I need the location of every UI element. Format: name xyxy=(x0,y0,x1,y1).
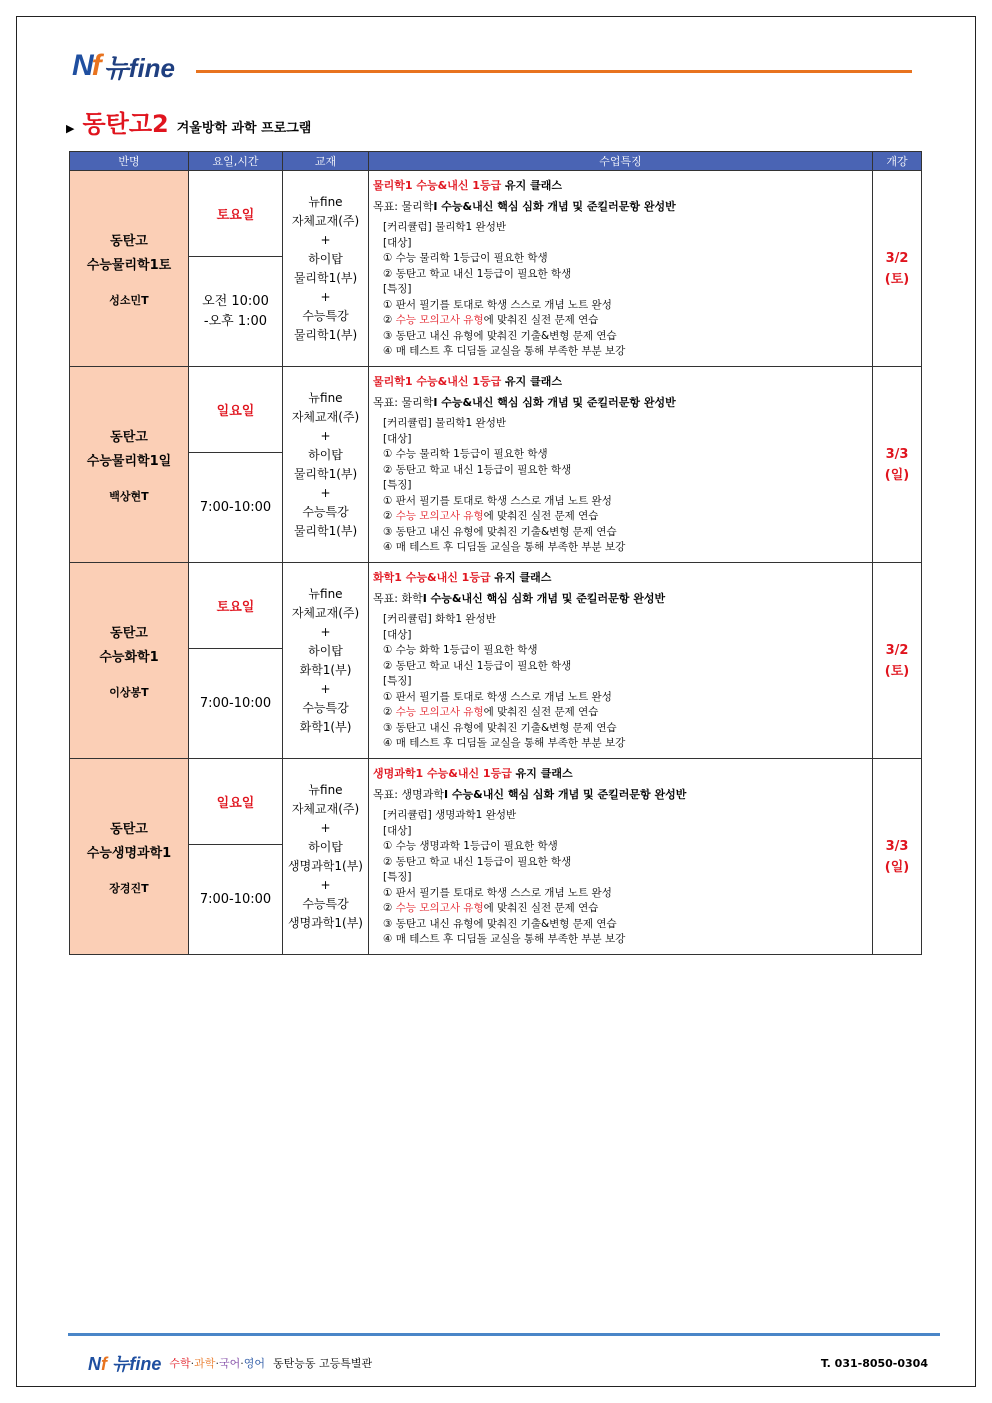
day-cell: 토요일 xyxy=(189,563,283,649)
textbook-cell xyxy=(283,563,369,759)
time-start: 7:00-10:00 xyxy=(199,499,272,515)
day-cell: 일요일 xyxy=(189,367,283,453)
header-open: 개강 xyxy=(873,152,922,171)
textbook-line: 물리학1(부) xyxy=(293,523,358,538)
textbook-line: 물리학1(부) xyxy=(293,270,358,285)
class-teacher: 장경진T xyxy=(109,881,149,895)
class-school: 동탄고 xyxy=(110,429,148,445)
class-name: 수능물리학1토 xyxy=(86,257,172,273)
feature-line: ④ 매 테스트 후 디딤돌 교실을 통해 부족한 부분 보강 xyxy=(383,345,626,357)
feature-line: [특징] xyxy=(383,283,412,295)
feature-line: [특징] xyxy=(383,871,412,883)
textbook-cell xyxy=(283,759,369,955)
feature-line: ① 수능 생명과학 1등급이 필요한 학생 xyxy=(383,840,558,852)
day-cell: 일요일 xyxy=(189,759,283,845)
footer xyxy=(88,1350,928,1376)
class-school: 동탄고 xyxy=(110,625,148,641)
feature-line: ③ 동탄고 내신 유형에 맞춰진 기출&변형 문제 연습 xyxy=(383,525,617,538)
feature-goal: 목표: 화학I 수능&내신 핵심 심화 개념 및 준킬러문항 완성반 xyxy=(373,592,666,605)
feature-goal: 목표: 물리학I 수능&내신 핵심 심화 개념 및 준킬러문항 완성반 xyxy=(373,396,676,409)
header-schedule: 요일,시간 xyxy=(189,152,283,171)
features-cell xyxy=(369,563,873,759)
textbook-line: 화학1(부) xyxy=(299,719,352,734)
textbook-line: 뉴fine xyxy=(308,782,343,797)
feature-lines xyxy=(383,808,872,948)
textbook-line: 수능특강 xyxy=(302,700,349,715)
open-date: 3/3 xyxy=(885,446,909,462)
header-class: 반명 xyxy=(70,152,189,171)
textbook-line: 생명과학1(부) xyxy=(288,858,363,873)
feature-line: ① 판서 필기를 토대로 학생 스스로 개념 노트 완성 xyxy=(383,886,612,899)
features-cell xyxy=(369,759,873,955)
feature-line: ② 수능 모의고사 유형에 맞춰진 실전 문제 연습 xyxy=(383,510,599,522)
feature-line: ③ 동탄고 내신 유형에 맞춰진 기출&변형 문제 연습 xyxy=(383,329,617,342)
textbook-cell xyxy=(283,171,369,367)
feature-lines xyxy=(383,220,872,360)
feature-goal: 목표: 물리학I 수능&내신 핵심 심화 개념 및 준킬러문항 완성반 xyxy=(373,200,676,213)
footer-phone: T. 031-8050-0304 xyxy=(820,1356,928,1370)
time-cell xyxy=(189,649,283,759)
class-name: 수능생명과학1 xyxy=(86,845,172,861)
class-cell xyxy=(70,563,189,759)
feature-line: ④ 매 테스트 후 디딤돌 교실을 통해 부족한 부분 보강 xyxy=(383,933,626,945)
class-teacher: 성소민T xyxy=(109,293,149,307)
table-header-row xyxy=(70,152,922,171)
feature-line: ① 수능 물리학 1등급이 필요한 학생 xyxy=(383,448,548,460)
features-cell xyxy=(369,367,873,563)
feature-headline: 물리학1 수능&내신 1등급 유지 클래스 xyxy=(373,375,562,388)
textbook-line: 물리학1(부) xyxy=(293,466,358,481)
class-name: 수능화학1 xyxy=(99,649,159,665)
class-cell xyxy=(70,759,189,955)
feature-line: [커리큘럼] 생명과학1 완성반 xyxy=(383,809,517,821)
textbook-line: 수능특강 xyxy=(302,308,349,323)
textbook-line: 수능특강 xyxy=(302,896,349,911)
feature-headline: 생명과학1 수능&내신 1등급 유지 클래스 xyxy=(373,767,573,780)
textbook-line: + xyxy=(320,428,331,443)
title-sub: 겨울방학 과학 프로그램 xyxy=(176,121,312,136)
class-teacher: 이상봉T xyxy=(109,685,149,699)
textbook-line: 자체교재(주) xyxy=(291,605,360,620)
feature-line: [대상] xyxy=(383,628,412,641)
textbook-line: 뉴fine xyxy=(308,586,343,601)
open-date: 3/3 xyxy=(885,838,909,854)
open-date: 3/2 xyxy=(885,642,909,658)
textbook-line: 물리학1(부) xyxy=(293,327,358,342)
brand-logo xyxy=(72,46,175,86)
table-row xyxy=(70,759,922,845)
table-row xyxy=(70,563,922,649)
logo-text: 뉴fine xyxy=(103,52,176,83)
feature-line: ② 동탄고 학교 내신 1등급이 필요한 학생 xyxy=(383,659,572,672)
feature-line: [커리큘럼] 화학1 완성반 xyxy=(383,613,496,625)
open-date-cell xyxy=(873,367,922,563)
day-cell: 토요일 xyxy=(189,171,283,257)
textbook-line: 뉴fine xyxy=(308,194,343,209)
textbook-cell xyxy=(283,367,369,563)
textbook-line: 하이탑 xyxy=(308,447,343,462)
feature-line: ② 동탄고 학교 내신 1등급이 필요한 학생 xyxy=(383,855,572,868)
feature-line: ④ 매 테스트 후 디딤돌 교실을 통해 부족한 부분 보강 xyxy=(383,737,626,749)
feature-headline: 물리학1 수능&내신 1등급 유지 클래스 xyxy=(373,179,562,192)
time-start: 오전 10:00 xyxy=(202,293,269,309)
feature-line: ③ 동탄고 내신 유형에 맞춰진 기출&변형 문제 연습 xyxy=(383,917,617,930)
feature-line: [대상] xyxy=(383,236,412,249)
feature-lines xyxy=(383,612,872,752)
textbook-line: + xyxy=(320,232,331,247)
textbook-line: 생명과학1(부) xyxy=(288,915,363,930)
open-date: 3/2 xyxy=(885,250,909,266)
feature-line: [커리큘럼] 물리학1 완성반 xyxy=(383,221,506,233)
feature-line: ② 동탄고 학교 내신 1등급이 필요한 학생 xyxy=(383,267,572,280)
textbook-line: 하이탑 xyxy=(308,643,343,658)
open-day: (일) xyxy=(884,859,910,875)
footer-divider xyxy=(68,1333,940,1336)
feature-line: [커리큘럼] 물리학1 완성반 xyxy=(383,417,506,429)
feature-line: ① 수능 화학 1등급이 필요한 학생 xyxy=(383,644,538,656)
features-cell xyxy=(369,171,873,367)
header-textbook: 교재 xyxy=(283,152,369,171)
table-row xyxy=(70,171,922,257)
class-teacher: 백상현T xyxy=(109,489,149,503)
feature-line: ③ 동탄고 내신 유형에 맞춰진 기출&변형 문제 연습 xyxy=(383,721,617,734)
textbook-line: 화학1(부) xyxy=(299,662,352,677)
time-cell xyxy=(189,845,283,955)
textbook-line: 수능특강 xyxy=(302,504,349,519)
feature-line: ② 동탄고 학교 내신 1등급이 필요한 학생 xyxy=(383,463,572,476)
feature-line: ② 수능 모의고사 유형에 맞춰진 실전 문제 연습 xyxy=(383,314,599,326)
feature-line: ① 판서 필기를 토대로 학생 스스로 개념 노트 완성 xyxy=(383,690,612,703)
open-date-cell xyxy=(873,563,922,759)
open-date-cell xyxy=(873,759,922,955)
feature-line: [특징] xyxy=(383,675,412,687)
textbook-line: 자체교재(주) xyxy=(291,409,360,424)
feature-line: ② 수능 모의고사 유형에 맞춰진 실전 문제 연습 xyxy=(383,902,599,914)
feature-line: ② 수능 모의고사 유형에 맞춰진 실전 문제 연습 xyxy=(383,706,599,718)
feature-line: [특징] xyxy=(383,479,412,491)
footer-subjects: 수학·과학·국어·영어 xyxy=(169,1357,265,1370)
class-cell xyxy=(70,367,189,563)
header-divider xyxy=(196,70,912,73)
feature-goal: 목표: 생명과학I 수능&내신 핵심 심화 개념 및 준킬러문항 완성반 xyxy=(373,788,687,801)
time-cell xyxy=(189,453,283,563)
textbook-line: 뉴fine xyxy=(308,390,343,405)
triangle-arrow-icon: ▶ xyxy=(66,122,75,135)
logo-mark-icon: Nf xyxy=(72,49,100,82)
feature-headline: 화학1 수능&내신 1등급 유지 클래스 xyxy=(373,571,552,584)
textbook-line: + xyxy=(320,681,331,696)
feature-line: ① 판서 필기를 토대로 학생 스스로 개념 노트 완성 xyxy=(383,494,612,507)
feature-line: [대상] xyxy=(383,824,412,837)
textbook-line: + xyxy=(320,877,331,892)
textbook-line: + xyxy=(320,624,331,639)
feature-line: ① 판서 필기를 토대로 학생 스스로 개념 노트 완성 xyxy=(383,298,612,311)
feature-line: [대상] xyxy=(383,432,412,445)
textbook-line: 자체교재(주) xyxy=(291,801,360,816)
program-table xyxy=(69,151,922,955)
textbook-line: 자체교재(주) xyxy=(291,213,360,228)
textbook-line: + xyxy=(320,485,331,500)
time-start: 7:00-10:00 xyxy=(199,891,272,907)
table-row xyxy=(70,367,922,453)
open-date-cell xyxy=(873,171,922,367)
feature-line: ① 수능 물리학 1등급이 필요한 학생 xyxy=(383,252,548,264)
textbook-line: + xyxy=(320,820,331,835)
time-end: -오후 1:00 xyxy=(203,313,268,329)
time-cell xyxy=(189,257,283,367)
textbook-line: 하이탑 xyxy=(308,251,343,266)
textbook-line: 하이탑 xyxy=(308,839,343,854)
footer-branch: 동탄능동 고등특별관 xyxy=(272,1357,373,1370)
title-main: 동탄고2 xyxy=(82,110,169,138)
footer-logo: Nf 뉴fine xyxy=(88,1354,162,1374)
open-day: (토) xyxy=(884,663,910,679)
class-school: 동탄고 xyxy=(110,821,148,837)
open-day: (토) xyxy=(884,271,910,287)
class-cell xyxy=(70,171,189,367)
textbook-line: + xyxy=(320,289,331,304)
header-features: 수업특징 xyxy=(369,152,873,171)
page-title xyxy=(66,104,311,139)
open-day: (일) xyxy=(884,467,910,483)
feature-line: ④ 매 테스트 후 디딤돌 교실을 통해 부족한 부분 보강 xyxy=(383,541,626,553)
time-start: 7:00-10:00 xyxy=(199,695,272,711)
class-school: 동탄고 xyxy=(110,233,148,249)
class-name: 수능물리학1일 xyxy=(86,453,172,469)
feature-lines xyxy=(383,416,872,556)
